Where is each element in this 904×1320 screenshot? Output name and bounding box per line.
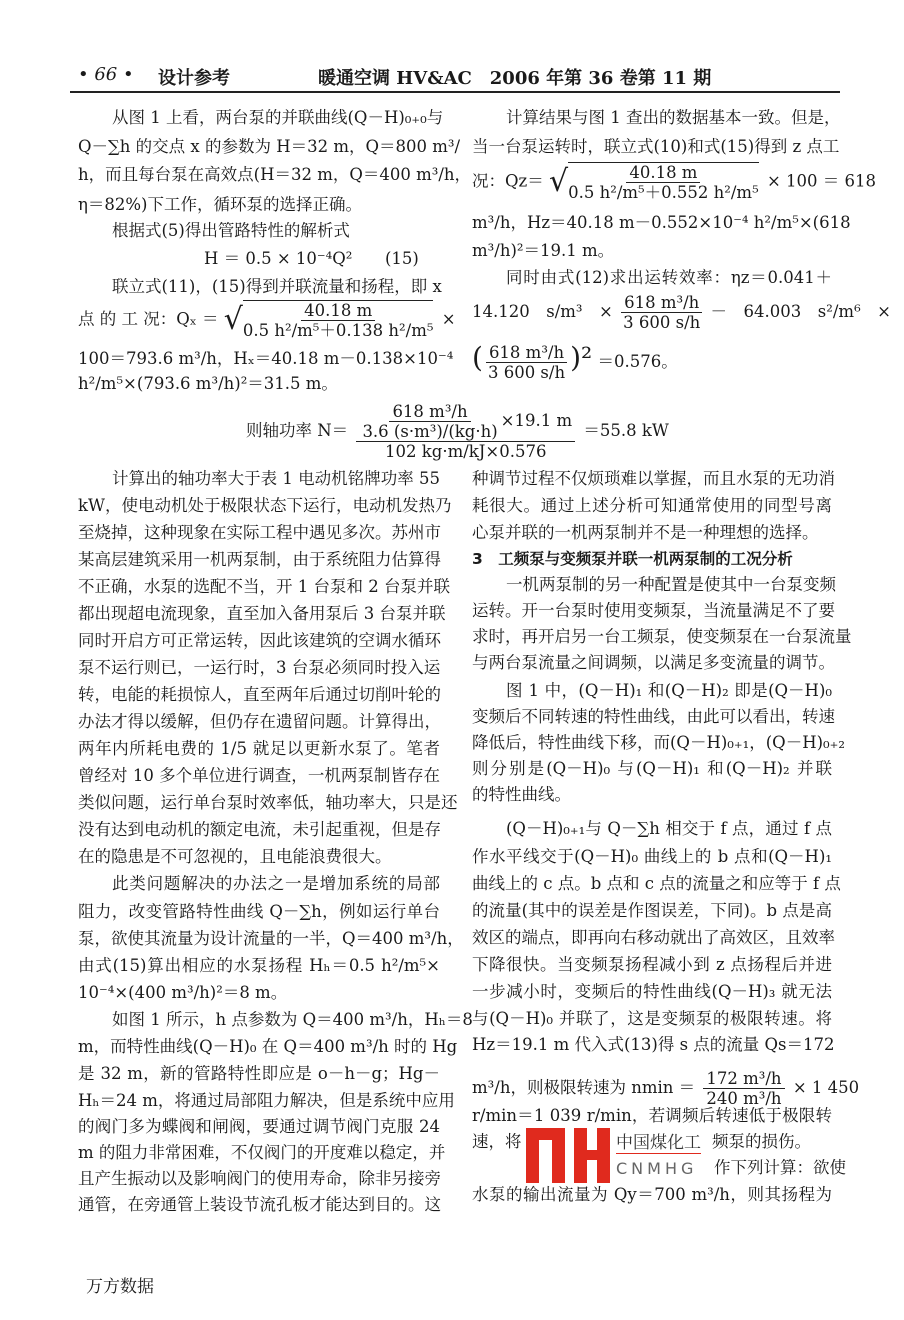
eq-numerator: 618 m³/h bbox=[486, 343, 567, 363]
text-fragment: 频泵的损伤。 bbox=[712, 1132, 811, 1151]
text-line: 效区的端点，即再向右移动就出了高效区，且效率 bbox=[472, 928, 835, 947]
text-line: 同时开启方可正常运转，因此该建筑的空调水循环 bbox=[78, 631, 441, 650]
text-line: 如图 1 所示，h 点参数为 Q＝400 m³/h，Hₕ＝8 bbox=[112, 1010, 473, 1029]
text-line: m，而特性曲线(Q－H)₀ 在 Q＝400 m³/h 时的 Hg bbox=[78, 1037, 458, 1056]
eq-denominator: 3.6 (s·m³)/(kg·h) bbox=[362, 422, 498, 441]
text-line: 转，电能的耗损惊人，直至两年后通过切削叶轮的 bbox=[78, 685, 441, 704]
text-line: 曾经对 10 多个单位进行调查，一机两泵制皆存在 bbox=[78, 766, 440, 785]
text-line: 同时由式(12)求出运转效率：ηz＝0.041＋ bbox=[506, 268, 832, 287]
text-line: 在的隐患是不可忽视的，且电能浪费很大。 bbox=[78, 847, 392, 866]
footer-source: 万方数据 bbox=[86, 1277, 154, 1297]
eq-numerator: 40.18 m bbox=[301, 301, 375, 321]
equation-qz: 况：Qz＝ √ $\frac{40.18 m}{\text{0.5 h²/m⁵＋0.552 h²/m⁵}}$ × 100 ＝ 618 bbox=[472, 163, 876, 202]
eq-numerator: 40.18 m bbox=[626, 163, 700, 183]
watermark-cn: 中国煤化工 bbox=[616, 1128, 701, 1154]
text-line: 类似问题，运行单台泵时效率低，轴功率大，只是还 bbox=[78, 793, 458, 812]
text-line: 曲线上的 c 点。b 点和 c 点的流量之和应等于 f 点 bbox=[472, 874, 841, 893]
equation-number: (15) bbox=[385, 249, 419, 268]
text-line: 心泵并联的一机两泵制并不是一种理想的选择。 bbox=[472, 523, 819, 542]
eq-lead: 则轴功率 N＝ bbox=[246, 421, 349, 440]
watermark-en: CNMHG bbox=[616, 1159, 698, 1178]
text-line: 两年内所耗电费的 1/5 就足以更新水泵了。笔者 bbox=[78, 739, 440, 758]
text-line: 办法才得以缓解，但仍存在遗留问题。计算得出， bbox=[78, 712, 441, 731]
text-line: 都出现超电流现象，直至加入备用泵后 3 台泵并联 bbox=[78, 604, 446, 623]
text-line: 计算结果与图 1 查出的数据基本一致。但是， bbox=[506, 108, 841, 127]
paren: ( bbox=[472, 341, 483, 374]
watermark-logo bbox=[526, 1128, 716, 1188]
text-line: 一步减小时，变频后的特性曲线(Q－H)₃ 就无法 bbox=[472, 982, 832, 1001]
eq-tail: ＝55.8 kW bbox=[583, 421, 669, 440]
eq-lead: 14.120 s/m³ × bbox=[472, 302, 613, 321]
text-line: h，而且每台泵在高效点(H＝32 m，Q＝400 m³/h， bbox=[78, 165, 472, 184]
text-line: 当一台泵运转时，联立式(10)和式(15)得到 z 点工 bbox=[472, 137, 840, 156]
eq-numerator: 172 m³/h bbox=[703, 1069, 784, 1089]
text-line: h²/m⁵×(793.6 m³/h)²＝31.5 m。 bbox=[78, 374, 338, 393]
text-line: 通管，在旁通管上装设节流孔板才能达到目的。这 bbox=[78, 1195, 441, 1214]
text-line: Hz＝19.1 m 代入式(13)得 s 点的流量 Qs＝172 bbox=[472, 1035, 835, 1054]
text-line: 运转。开一台泵时使用变频泵，当流量满足不了要 bbox=[472, 601, 835, 620]
text-line: 且产生振动以及影响阀门的使用寿命，除非另接旁 bbox=[78, 1169, 441, 1188]
paren: )² bbox=[570, 341, 593, 374]
eq-tail: × 1 450 bbox=[792, 1078, 860, 1097]
eq-tail: － 64.003 s²/m⁶ × bbox=[710, 302, 892, 321]
text-line: 阻力，改变管路特性曲线 Q－∑h，例如运行单台 bbox=[78, 902, 440, 921]
text-line: r/min＝1 039 r/min，若调频后转速低于极限转 bbox=[472, 1106, 832, 1125]
text-line: m³/h)²＝19.1 m。 bbox=[472, 241, 615, 260]
header-rule bbox=[70, 91, 840, 93]
text-line: 下降很快。当变频泵扬程减小到 z 点扬程后并进 bbox=[472, 955, 832, 974]
journal-title: 暖通空调 HV&AC 2006 年第 36 卷第 11 期 bbox=[318, 68, 712, 89]
equation-shaft-power bbox=[246, 402, 669, 461]
text-line: 从图 1 上看，两台泵的并联曲线(Q－H)₀₊₀与 bbox=[112, 108, 444, 127]
mh-logo-icon bbox=[526, 1128, 610, 1183]
text-line: 变频后不同转速的特性曲线，由此可以看出，转速 bbox=[472, 707, 835, 726]
text-line: 作水平线交于(Q－H)₀ 曲线上的 b 点和(Q－H)₁ bbox=[472, 847, 832, 866]
eq-tail: ＝0.576。 bbox=[597, 352, 678, 371]
text-line: 求时，再开启另一台工频泵，使变频泵在一台泵流量 bbox=[472, 627, 852, 646]
text-line: 泵不运行则已，一运行时，3 台泵必须同时投入运 bbox=[78, 658, 441, 677]
text-line: 的特性曲线。 bbox=[472, 785, 571, 804]
eq-lead: m³/h，则极限转速为 nmin ＝ bbox=[472, 1078, 696, 1097]
equation-qx: 点 的 工 况：Qₓ ＝ √ $\frac{40.18 m}{\text{0.5 h²/m⁵＋0.138 h²/m⁵}}$ × bbox=[78, 301, 456, 340]
text-line: 的阀门多为蝶阀和闸阀，要通过调节阀门克服 24 bbox=[78, 1117, 440, 1136]
text-line: 降低后，特性曲线下移，而(Q－H)₀₊₁，(Q－H)₀₊₂ bbox=[472, 733, 845, 752]
section-heading: 3 工频泵与变频泵并联一机两泵制的工况分析 bbox=[472, 550, 793, 568]
text-line: 某高层建筑采用一机两泵制，由于系统阻力估算得 bbox=[78, 550, 441, 569]
equation-eta-2 bbox=[472, 343, 678, 382]
text-line: kW，使电动机处于极限状态下运行，电动机发热乃 bbox=[78, 496, 452, 515]
text-fragment: 速，将 bbox=[472, 1132, 522, 1151]
page-number: • 66 • bbox=[78, 64, 134, 85]
eq-denominator: 0.5 h²/m⁵＋0.138 h²/m⁵ bbox=[242, 321, 434, 340]
text-line: 则分别是(Q－H)₀ 与(Q－H)₁ 和(Q－H)₂ 并联 bbox=[472, 759, 832, 778]
text-line: 泵，欲使其流量为设计流量的一半，Q＝400 m³/h， bbox=[78, 929, 464, 948]
text-line: Hₕ＝24 m，将通过局部阻力解决，但是系统中应用 bbox=[78, 1091, 455, 1110]
text-line: 100＝793.6 m³/h，Hₓ＝40.18 m－0.138×10⁻⁴ bbox=[78, 349, 454, 368]
eq-tail: × 100 ＝ 618 bbox=[766, 171, 876, 191]
text-line: 的流量(其中的误差是作图误差，下同)。b 点是高 bbox=[472, 901, 832, 920]
equation-eta-1 bbox=[472, 293, 891, 332]
text-line: 此类问题解决的办法之一是增加系统的局部 bbox=[112, 874, 440, 893]
text-line: 耗很大。通过上述分析可知通常使用的同型号离 bbox=[472, 496, 832, 515]
text-line: 是 32 m，新的管路特性即应是 o－h－g；Hg－ bbox=[78, 1064, 440, 1083]
eq-multiplier: ×19.1 m bbox=[500, 411, 573, 430]
equation-15: H ＝ 0.5 × 10⁻⁴Q² bbox=[204, 249, 353, 268]
text-line: Q－∑h 的交点 x 的参数为 H＝32 m，Q＝800 m³/ bbox=[78, 137, 461, 156]
text-line: 10⁻⁴×(400 m³/h)²＝8 m。 bbox=[78, 983, 288, 1002]
text-line: 与(Q－H)₀ 并联了，这是变频泵的极限转速。将 bbox=[472, 1009, 832, 1028]
eq-denominator: 240 m³/h bbox=[706, 1089, 782, 1108]
eq-tail: × bbox=[441, 309, 456, 329]
text-line: (Q－H)₀₊₁与 Q－∑h 相交于 f 点，通过 f 点 bbox=[506, 819, 832, 838]
text-line: 根据式(5)得出管路特性的解析式 bbox=[112, 221, 350, 240]
eq-lead: 况：Qz＝ bbox=[472, 171, 544, 191]
text-line: 计算出的轴功率大于表 1 电动机铭牌功率 55 bbox=[112, 469, 440, 488]
eq-numerator: 618 m³/h bbox=[621, 293, 702, 313]
text-line: 水泵的输出流量为 Qy＝700 m³/h，则其扬程为 bbox=[472, 1185, 832, 1204]
text-fragment: 作下列计算：欲使 bbox=[714, 1158, 846, 1177]
eq-lead: 点 的 工 况：Qₓ ＝ bbox=[78, 309, 219, 329]
text-line: 一机两泵制的另一种配置是使其中一台泵变频 bbox=[506, 575, 836, 594]
equation-nmin bbox=[472, 1069, 859, 1108]
text-line: m³/h，Hz＝40.18 m－0.552×10⁻⁴ h²/m⁵×(618 bbox=[472, 213, 851, 232]
section-title: 设计参考 bbox=[158, 68, 230, 89]
text-line: 没有达到电动机的额定电流，未引起重视，但是存 bbox=[78, 820, 441, 839]
text-line: 不正确，水泵的选配不当，开 1 台泵和 2 台泵并联 bbox=[78, 577, 450, 596]
text-line: m 的阻力非常困难，不仅阀门的开度难以稳定，并 bbox=[78, 1143, 446, 1162]
eq-denominator: 3 600 s/h bbox=[623, 313, 701, 332]
text-line: 至烧掉，这种现象在实际工程中遇见多次。苏州市 bbox=[78, 523, 441, 542]
text-line: η＝82%)下工作，循环泵的选择正确。 bbox=[78, 195, 362, 214]
eq-denominator: 3 600 s/h bbox=[487, 363, 566, 382]
eq-denominator: 0.5 h²/m⁵＋0.552 h²/m⁵ bbox=[568, 183, 759, 202]
eq-denominator: 102 kg·m/kJ×0.576 bbox=[385, 442, 547, 461]
eq-numerator: 618 m³/h bbox=[389, 402, 470, 422]
text-line: 联立式(11)，(15)得到并联流量和扬程，即 x bbox=[112, 277, 442, 296]
text-line: 与两台泵流量之间调频，以满足多变流量的调节。 bbox=[472, 653, 835, 672]
text-line: 由式(15)算出相应的水泵扬程 Hₕ＝0.5 h²/m⁵× bbox=[78, 956, 440, 975]
text-line: 图 1 中，(Q－H)₁ 和(Q－H)₂ 即是(Q－H)₀ bbox=[506, 681, 832, 700]
text-line: 种调节过程不仅烦琐难以掌握，而且水泵的无功消 bbox=[472, 469, 835, 488]
